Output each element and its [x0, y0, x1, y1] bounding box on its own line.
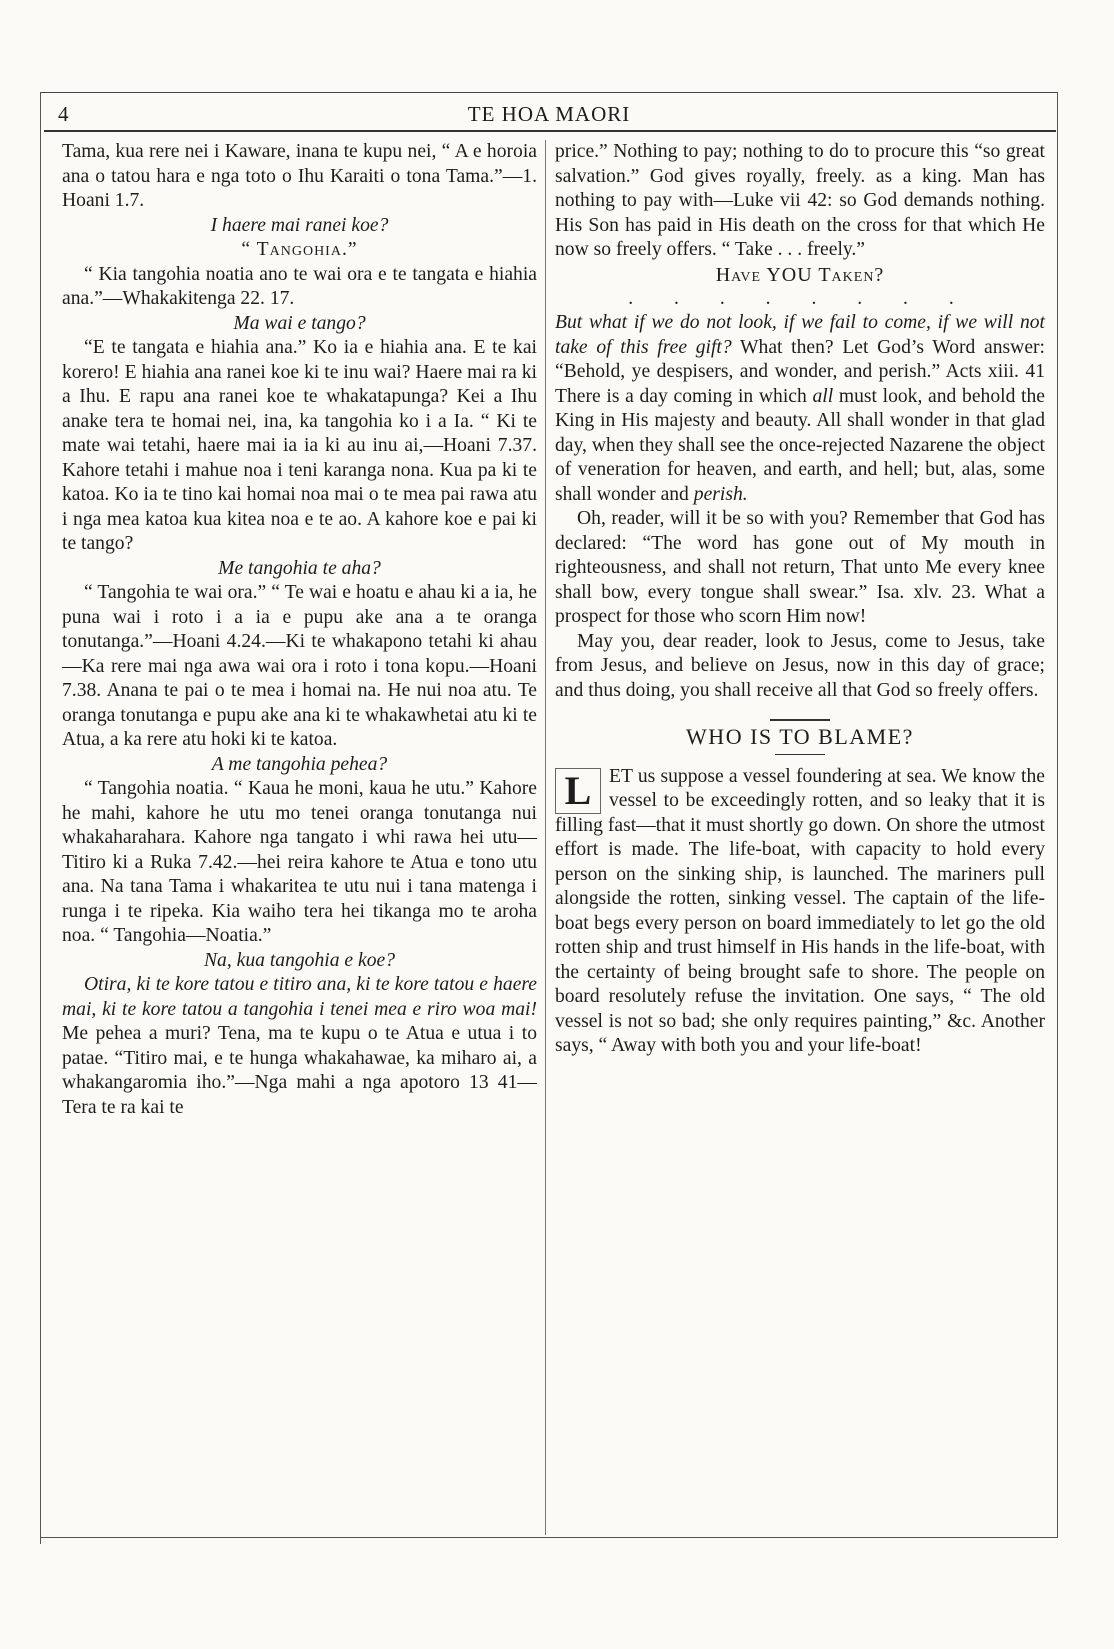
paragraph: [555, 765, 1045, 1059]
page-border-right: [1057, 92, 1058, 1537]
text: Me pehea a muri? Tena, ma te kupu o te Atua e utua i to patae. “Titiro mai, e te hunga whakahawae, ka miharo ai, a whakangaromia iho.”—Nga mahi a nga apotoro 13 41—Tera te ra kai te: [62, 1023, 537, 1118]
italic-text: all: [812, 385, 834, 407]
paragraph: May you, dear reader, look to Jesus, come to Jesus, take from Jesus, and believe on Jesus, now in this day of grace; and thus doing, you shall receive all that God so freely offers.: [555, 630, 1045, 701]
running-title: TE HOA MAORI: [467, 102, 631, 126]
text: ET us suppose a vessel foundering at sea. We know the vessel to be exceedingly rotten, and so leaky that it is filling fast—that it must shortly go down. On shore the utmost effort is made. The life-boat, with capacity to hold every person on the sinking ship, is launched. The mariners pull alongside the rotten, sinking vessel. The captain of the life-boat begs every person on board immediately to let go the old rotten ship and trust himself in His hands in the life-boat, with the certainty of being brought safe to shore. The people on board resolutely refuse the invitation. One says, “ The old vessel is not so bad; she only requires painting,” &c. Another says, “ Away with both you and your life-boat!: [555, 765, 1045, 1056]
subheading: Na, kua tangohia e koe?: [203, 949, 395, 971]
italic-text: Otira, ki te kore tatou e titiro ana, ki te kore tatou e haere mai, ki te kore tatou a tangohia i tenei mea e riro woa mai!: [62, 974, 537, 1020]
subheading: A me tangohia pehea?: [211, 753, 388, 775]
page-border-top: [40, 92, 1058, 93]
text: must look, and behold the King in His majesty and beauty. All shall wonder in that glad day, when they shall see the once-rejected Nazarene the object of veneration for heaven, and earth, and hell; but, alas, some shall wonder and: [555, 385, 1045, 505]
paragraph: Tama, kua rere nei i Kaware, inana te kupu nei, “ A e horoia ana o tatou hara e nga toto o Ihu Karaiti o tona Tama.”—1. Hoani 1.7.: [62, 141, 537, 211]
column-divider: [545, 140, 546, 1535]
subheading: “ Tangohia.”: [241, 239, 358, 260]
paragraph: “ Kia tangohia noatia ano te wai ora e te tangata e hiahia ana.”—Whakakitenga 22. 17.: [62, 263, 537, 309]
paragraph: “ Tangohia noatia. “ Kaua he moni, kaua he utu.” Kahore he mahi, kahore he utu mo tenei oranga tonutanga nui whakaharahara. Kahore nga tangato i whi rawa hei utu—Titiro ki a Ruka 7.42.—hei reira kahore te Atua e tono utu ana. Na tana Tama i whakaritea te utu nui i tana matenga i runga i te ripeka. Kia waiho tera hei tikanga mo te aroha noa. “ Tangohia—Noatia.”: [62, 778, 537, 946]
paragraph: [555, 311, 1045, 507]
header-rule: [44, 130, 1056, 132]
paragraph: Oh, reader, will it be so with you? Remember that God has declared: “The word has gone out of My mouth in righteousness, and shall not return, That unto Me every knee shall bow, every tongue shall swear.” Isa. xlv. 23. What a prospect for those who scorn Him now!: [555, 508, 1045, 627]
paragraph: [62, 973, 537, 1120]
page-border-bottom: [40, 1537, 1058, 1538]
paragraph: price.” Nothing to pay; nothing to do to procure this “so great salvation.” God gives royally, freely. as a king. Man has nothing to pay with—Luke vii 42: so God demands nothing. His Son has paid in His death on the cross for that which He now so freely offers. “ Take . . . freely.”: [555, 141, 1045, 260]
subheading: I haere mai ranei koe?: [210, 214, 389, 236]
title-rule: [775, 754, 825, 755]
paragraph: “ Tangohia te wai ora.” “ Te wai e hoatu e ahau ki a ia, he puna wai i roto i a ia e pupu ake ana a te oranga tonutanga.”—Hoani 4.24.—Ki te whakapono tetahi ki ahau—Ka rere mai nga awa wai ora i roto i tona kopu.—Hoani 7.38. Anana te pai o te mea i homai na. He nui noa atu. Te oranga tonutanga e pupu ake ana ki te whakawhetai atu ki te Atua, a ka rere atu hoki ki te katoa.: [62, 582, 537, 750]
italic-text: perish.: [693, 483, 748, 505]
ellipsis-dots: . . . . . . . .: [628, 288, 972, 309]
page-border-left: [40, 92, 41, 1544]
page-number: 4: [58, 102, 69, 126]
left-column: [62, 140, 537, 1120]
subheading: Ma wai e tango?: [233, 312, 366, 334]
page-header: [44, 100, 1054, 128]
title-rule: [770, 719, 830, 721]
italic-text: But what if we do not look, if we fail to come, if we will not take of this free gift?: [555, 312, 1045, 358]
right-column: [555, 140, 1045, 1059]
subheading: Me tangohia te aha?: [218, 557, 381, 579]
paragraph: “E te tangata e hiahia ana.” Ko ia e hiahia ana. E te kai korero! E hiahia ana ranei koe ki te inu wai? Haere mai ra ki a Ihu. E rapu ana ranei koe te whakatapunga? Kei a Ihu anake tera te homai nei, ina, ka tangohia ko i a Ia. “ Ki te mate wai tetahi, haere mai ia ia ki au inu ai,—Hoani 7.37. Kahore tetahi i mahue noa i teni karanga nona. Kua pa ki te katoa. Ko ia te tino kai homai noa mai o te mea pai rawa atu i nga mea katoa kua kitea noa e te ao. A kahore koe e pai ki te tango?: [62, 337, 537, 554]
subheading: Have YOU Taken?: [715, 263, 885, 286]
text: What then? Let God’s Word answer: “Behold, ye despisers, and wonder, and perish.” Acts xiii. 41 There is a day coming in which: [555, 336, 1045, 407]
drop-cap: L: [555, 768, 601, 814]
article-title: WHO IS TO BLAME?: [686, 724, 914, 749]
